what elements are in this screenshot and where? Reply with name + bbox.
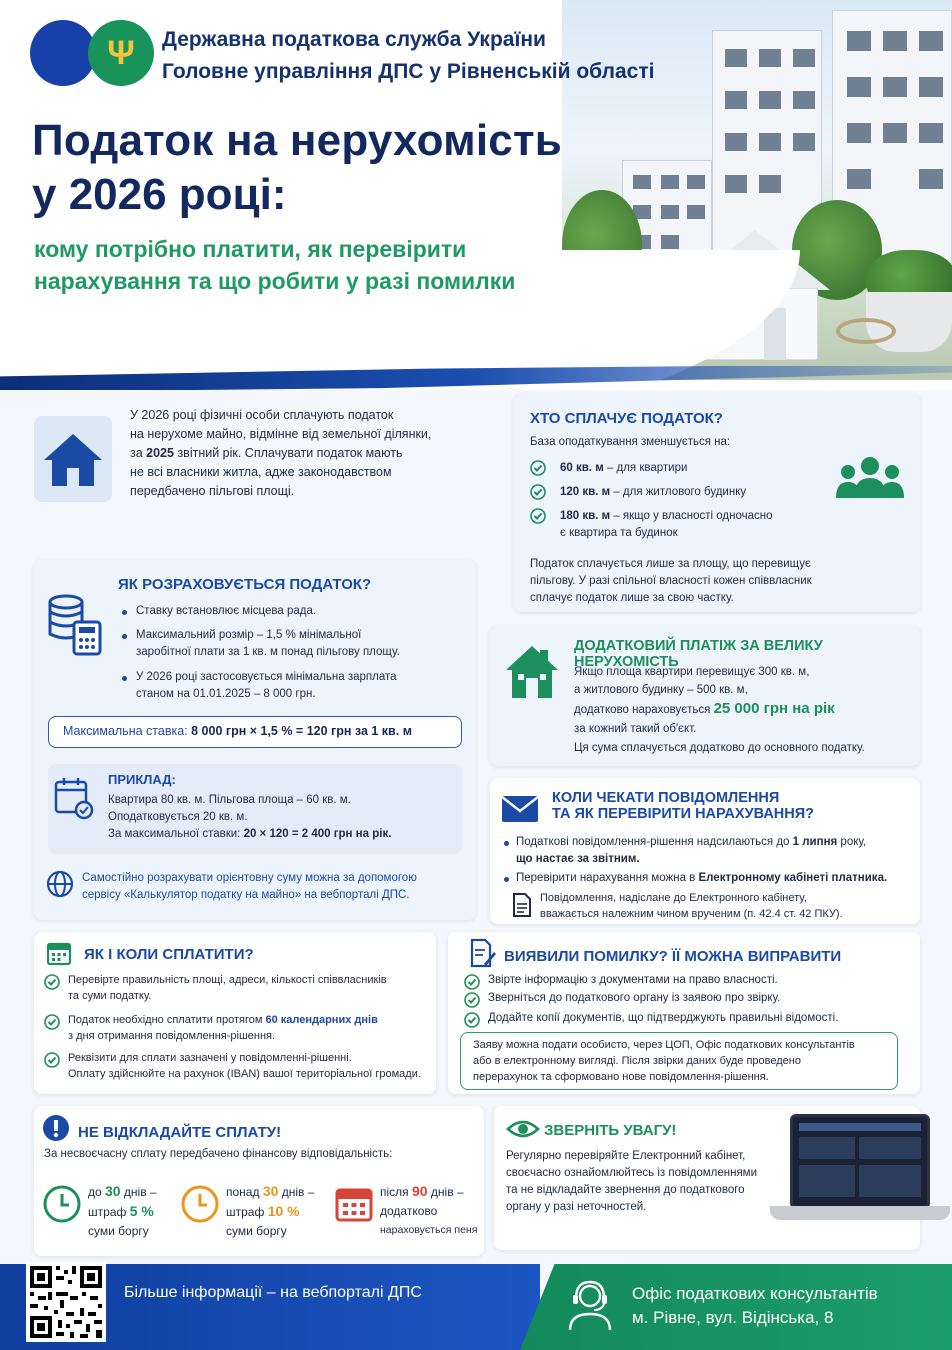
check-icon xyxy=(44,974,60,990)
error-item-1: Звірте інформацію з документами на право власності. xyxy=(488,974,778,986)
who-item-1: 60 кв. м – для квартири xyxy=(560,462,688,474)
check-icon xyxy=(44,1014,60,1030)
consultant-headset-icon xyxy=(566,1278,614,1332)
pay-item-2: Податок необхідно сплатити протягом 60 календарних днів з дня отримання повідомлення-рішення. xyxy=(68,1014,378,1042)
penalty-over-30-days: понад 30 днів – штраф 10 % суми боргу xyxy=(226,1183,315,1238)
late-payment-intro: За несвоєчасну сплату передбачено фінансову відповідальність: xyxy=(44,1148,393,1160)
who-item-2: 120 кв. м – для житлового будинку xyxy=(560,486,747,498)
check-icon xyxy=(530,508,546,524)
extra-payment-card xyxy=(490,626,920,766)
who-pays-note: Податок сплачується лише за площу, що перевищує пільгову. У разі спільної власності кожен співвласник сплачує податок лише за свою частку. xyxy=(530,558,812,604)
house-icon xyxy=(504,642,560,702)
error-note-box: Заяву можна подати особисто, через ЦОП, Офіс податкових консультантів або в електронному вигляді. Після звірки даних буде проведено перерахунок та сформовано нове повідомлення-рішення. xyxy=(460,1032,898,1090)
document-icon xyxy=(512,892,532,918)
extra-line-1: Якщо площа квартири перевищує 300 кв. м, xyxy=(574,666,810,678)
org-name: Державна податкова служба України xyxy=(162,28,546,51)
penalty-over-90-days: після 90 днів – додатково нараховується пеня xyxy=(380,1183,478,1236)
check-icon xyxy=(464,974,480,990)
footer-website-link[interactable]: Більше інформації – на вебпорталі ДПС xyxy=(124,1284,422,1301)
exclamation-icon xyxy=(42,1114,70,1142)
who-pays-base: База оподаткування зменшується на: xyxy=(530,436,731,448)
notification-legal-note: Повідомлення, надіслане до Електронного кабінету, вважається належним чином врученим (п. 42.4 ст. 42 ПКУ). xyxy=(540,892,843,920)
extra-line-4: за кожний такий об'єкт. xyxy=(574,723,697,735)
coat-of-arms-logo: Ψ xyxy=(88,20,154,86)
intro-text: У 2026 році фізичні особи сплачують податок на нерухоме майно, відмінне від земельної ділянки, за 2025 звітний рік. Сплачувати податок мають не всі власники житла, адже законодавством передбачено пільгові площі. xyxy=(130,408,432,498)
who-item-3: 180 кв. м – якщо у власності одночасно є квартира та будинок xyxy=(560,510,773,539)
check-icon xyxy=(464,1012,480,1028)
error-item-2: Зверніться до податкового органу із заявою про звірку. xyxy=(488,992,781,1004)
notification-title: КОЛИ ЧЕКАТИ ПОВІДОМЛЕННЯ ТА ЯК ПЕРЕВІРИТИ НАРАХУВАННЯ? xyxy=(552,790,815,822)
page-title-year: у 2026 році: xyxy=(32,170,287,219)
header xyxy=(0,0,952,390)
pay-item-3: Реквізити для сплати зазначені у повідомленні-рішенні. Оплату здійснюйте на рахунок (IBAN) вашої територіальної громади. xyxy=(68,1052,421,1080)
max-rate-formula: Максимальна ставка: 8 000 грн × 1,5 % = 120 грн за 1 кв. м xyxy=(48,716,462,748)
how-to-pay-card xyxy=(34,932,436,1094)
who-pays-title: ХТО СПЛАЧУЄ ПОДАТОК? xyxy=(530,410,723,427)
notification-bullet-2: Перевірити нарахування можна в Електронному кабінеті платника. xyxy=(516,872,888,884)
footer-office-address: м. Рівне, вул. Відінська, 8 xyxy=(632,1308,834,1327)
qr-code[interactable] xyxy=(26,1262,106,1342)
pay-item-1: Перевірте правильність площі, адреси, кількості співвласників та суми податку. xyxy=(68,974,387,1002)
calc-bullet-2: Максимальний розмір – 1,5 % мінімальної заробітної плати за 1 кв. м понад пільгову площу. xyxy=(136,629,400,658)
attention-title: ЗВЕРНІТЬ УВАГУ! xyxy=(544,1122,677,1139)
notification-bullet-1: Податкові повідомлення-рішення надсилаються до 1 липня року, що настає за звітним. xyxy=(516,836,867,865)
notification-card xyxy=(490,778,920,924)
page-title: Податок на нерухомість xyxy=(32,116,562,165)
laptop-base xyxy=(770,1206,950,1220)
coins-calculator-icon xyxy=(46,594,102,656)
footer-office-name: Офіс податкових консультантів xyxy=(632,1284,878,1303)
extra-payment-title: ДОДАТКОВИЙ ПЛАТІЖ ЗА ВЕЛИКУ НЕРУХОМІСТЬ xyxy=(574,638,823,670)
example-title: ПРИКЛАД: xyxy=(108,772,176,787)
extra-line-5: Ця сума сплачується додатково до основного податку. xyxy=(574,742,865,754)
check-icon xyxy=(530,484,546,500)
calendar-penalty-icon xyxy=(334,1184,374,1224)
error-title: ВИЯВИЛИ ПОМИЛКУ? ЇЇ МОЖНА ВИПРАВИТИ xyxy=(504,948,842,965)
document-edit-icon xyxy=(470,938,496,968)
check-icon xyxy=(44,1052,60,1068)
late-payment-title: НЕ ВІДКЛАДАЙТЕ СПЛАТУ! xyxy=(78,1124,282,1141)
page-subtitle-2: нарахування та що робити у разі помилки xyxy=(34,268,516,294)
penalty-30-days: до 30 днів – штраф 5 % суми боргу xyxy=(88,1183,157,1238)
example-line-2: Оподатковується 20 кв. м. xyxy=(108,811,248,823)
clock-warning-icon xyxy=(180,1184,220,1224)
example-line-3: За максимальної ставки: 20 × 120 = 2 400 грн на рік. xyxy=(108,828,392,840)
calendar-icon xyxy=(46,940,72,966)
people-group-icon xyxy=(834,454,906,502)
logo-blue-circle xyxy=(30,20,96,86)
home-icon xyxy=(34,416,112,502)
check-icon xyxy=(530,460,546,476)
example-line-1: Квартира 80 кв. м. Пільгова площа – 60 кв. м. xyxy=(108,794,351,806)
page-subtitle: кому потрібно платити, як перевірити xyxy=(34,236,467,262)
calc-bullet-3: У 2026 році застосовується мінімальна зарплата станом на 01.01.2025 – 8 000 грн. xyxy=(136,671,397,700)
clock-icon xyxy=(42,1184,82,1224)
late-payment-card xyxy=(34,1106,484,1256)
how-to-pay-title: ЯК І КОЛИ СПЛАТИТИ? xyxy=(84,946,254,963)
check-icon xyxy=(464,992,480,1008)
attention-text: Регулярно перевіряйте Електронний кабінет, своєчасно ознайомлюйтесь із повідомленнями та не відкладайте звернення до податкового органу у разі неточностей. xyxy=(506,1150,758,1213)
envelope-icon xyxy=(500,794,540,824)
globe-icon xyxy=(46,870,74,898)
calculation-title: ЯК РОЗРАХОВУЄТЬСЯ ПОДАТОК? xyxy=(118,576,372,593)
extra-line-2: а житлового будинку – 500 кв. м, xyxy=(574,684,748,696)
who-pays-card xyxy=(514,394,920,612)
extra-line-3: додатково нараховується 25 000 грн на рік xyxy=(574,700,835,717)
calc-bullet-1: Ставку встановлює місцева рада. xyxy=(136,605,317,617)
org-department: Головне управління ДПС у Рівненській області xyxy=(162,60,655,83)
eye-icon xyxy=(506,1118,540,1140)
error-item-3: Додайте копії документів, що підтверджують правильні відомості. xyxy=(488,1012,839,1024)
keys-illustration xyxy=(836,318,896,344)
calculator-service-text: Самостійно розрахувати орієнтовну суму можна за допомогою сервісу «Калькулятор податку на майно» на вебпорталі ДПС. xyxy=(82,872,417,901)
calendar-check-icon xyxy=(54,776,94,820)
example-box xyxy=(48,764,462,854)
laptop-illustration xyxy=(790,1114,930,1209)
